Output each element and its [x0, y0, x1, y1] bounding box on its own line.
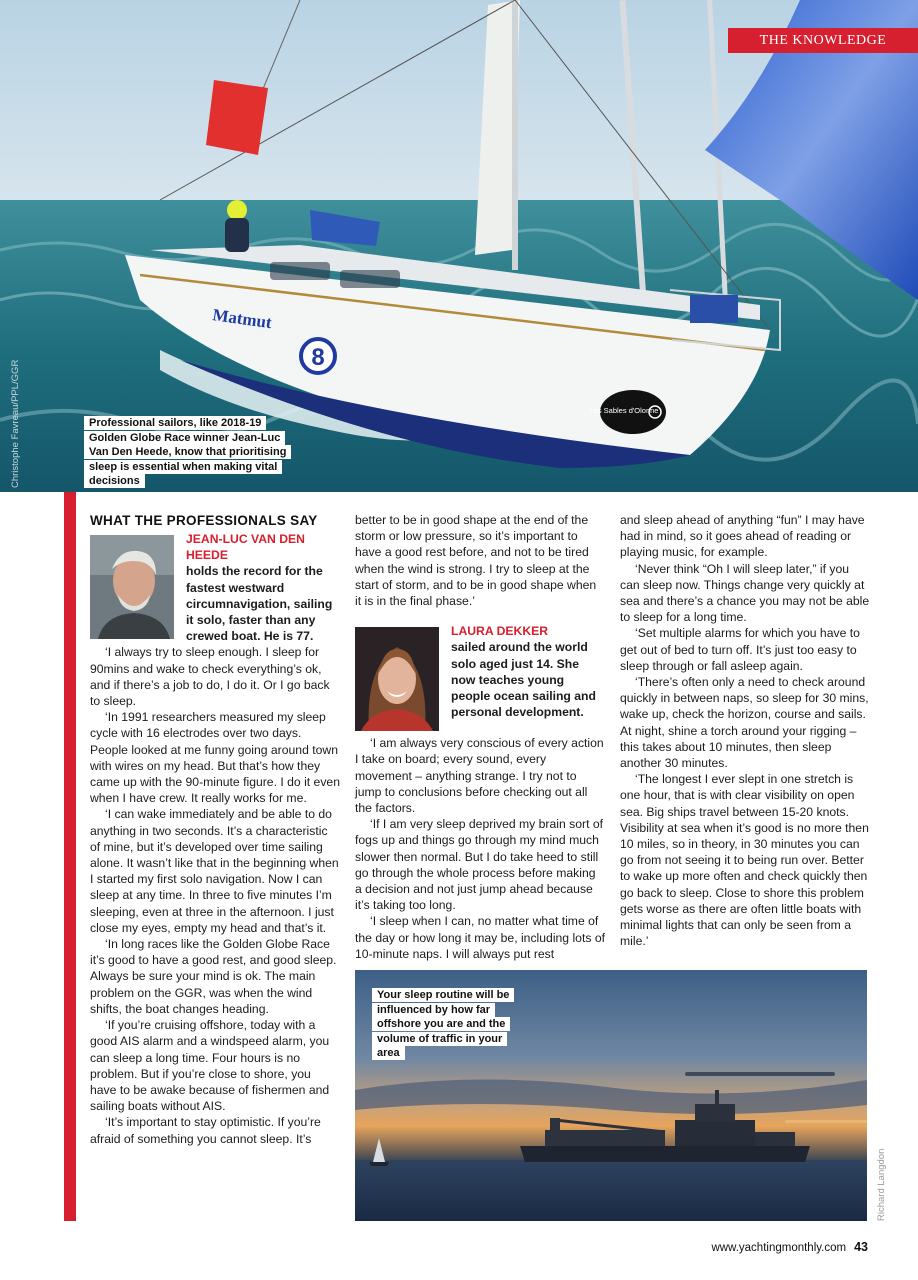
- paragraph: ‘I always try to sleep enough. I sleep for 90mins and wake to check everything’s ok, and if there’s a job to do, I do it. Or I go back to sleep.: [90, 645, 330, 709]
- article-column-3: [620, 512, 870, 949]
- portrait-photo-icon: [90, 535, 174, 639]
- profile-bio: sailed around the world solo aged just 14. She now teaches young people ocean sailing and personal development.: [451, 640, 596, 720]
- portrait-jean-luc: [90, 535, 174, 639]
- profile-jean-luc: [90, 531, 340, 644]
- photo2-caption: Your sleep routine will be influenced by how far offshore you are and the volume of traffic in your area: [372, 988, 532, 1061]
- hull-sponsor-text: Matmut: [211, 305, 273, 333]
- accent-bar: [64, 492, 76, 1221]
- paragraph: ‘I can wake immediately and be able to do anything in two seconds. It’s a characteristic of mine, but it’s developed over time sailing alone. It wasn’t like that in the beginning when I started my first solo navigation. Now I can sleep at any time. In three to five minutes I’m sleeping, even at three in the afternoon. I just close my eyes, empty my head and that’s it.: [90, 807, 339, 935]
- paragraph: ‘In long races like the Golden Globe Race it’s good to have a good rest, and good sleep. Always be sure your mind is ok. The main problem on the GGR, was when the wind shifts, the boat changes heading.: [90, 937, 337, 1016]
- paragraph: ‘The longest I ever slept in one stretch is one hour, that is with clear visibility on open sea. Big ships travel between 15-20 knots. Visibility at sea when it’s good is no more then 10 miles, so in theory, in 30 minutes you can go from not seeing it to being run over. Better to wake up more often and check quickly then go back to sleep. Close to shore this problem gets worse as there are often little boats with minimal lights that can only be seen from a mile.’: [620, 772, 869, 949]
- paragraph: ‘I sleep when I can, no matter what time of the day or how long it may be, including lots of 10-minute naps. I will always put rest: [355, 914, 605, 961]
- portrait-laura: [355, 627, 439, 731]
- profile-laura: [355, 623, 605, 735]
- section-tag: THE KNOWLEDGE: [728, 28, 918, 53]
- paragraph: ‘Never think “Oh I will sleep later,” if you can sleep now. Things change very quickly at sea and there’s a chance you may not be able to sleep for a long time.: [620, 561, 870, 625]
- photo2-credit: Richard Langdon: [876, 1148, 887, 1221]
- paragraph: and sleep ahead of anything “fun” I may have had in mind, so it goes ahead of reading or playing music, for example.: [620, 513, 865, 560]
- paragraph: ‘In 1991 researchers measured my sleep cycle with 16 electrodes over two days. People looked at me funny going around town with wires on my head. But that’s how they came up with the 90-minute figure. I do it even when I have crew. It really works for me.: [90, 710, 340, 806]
- paragraph: ‘If I am very sleep deprived my brain sort of fogs up and things go through my mind much slower then normal. But I do take heed to still go through the whole process before making a decision and not just jump ahead because it’s taking too long.: [355, 817, 604, 913]
- hero-caption: Professional sailors, like 2018-19 Golden Globe Race winner Jean-Luc Van Den Heede, know that prioritising sleep is essential when making vital decisions: [84, 416, 296, 489]
- footer-url[interactable]: www.yachtingmonthly.com: [711, 1242, 847, 1254]
- profile-name: JEAN-LUC VAN DEN HEEDE: [186, 532, 305, 563]
- page-footer: [711, 1240, 868, 1254]
- sail-number: 8: [311, 344, 325, 371]
- portrait-photo-icon: [355, 627, 439, 731]
- hero-photo: [0, 0, 918, 492]
- profile-bio: holds the record for the fastest westward circumnavigation, sailing it solo, faster than any crewed boat. He is 77.: [186, 564, 333, 644]
- paragraph: better to be in good shape at the end of the storm or low pressure, so it’s important to have a good rest before, and not to be tired when the wind is strong. I try to sleep at the start of storm, and to be in good shape when it is in the final phase.’: [355, 513, 597, 609]
- paragraph: ‘I am always very conscious of every action I take on board; every sound, every movement – anything strange. I try not to jump to conclusions before checking out all the factors.: [355, 736, 604, 816]
- sponsor-logo-text: Les Sables d'Olonne: [589, 406, 659, 415]
- paragraph: ‘If you’re cruising offshore, today with a good AIS alarm and a windspeed alarm, you can sleep a long time. Four hours is no problem. But if you’re close to shore, you have to be awake because of fishermen and sailing boats without AIS.: [90, 1018, 330, 1114]
- paragraph: ‘It’s important to stay optimistic. If you’re afraid of something you cannot sleep. It’s: [90, 1115, 321, 1146]
- section-heading: WHAT THE PROFESSIONALS SAY: [90, 513, 318, 528]
- profile-name: LAURA DEKKER: [451, 624, 549, 639]
- article-column-2: [355, 512, 605, 962]
- page-number: 43: [854, 1240, 868, 1254]
- hero-photo-credit: Christophe Favreau/PPL/GGR: [10, 359, 21, 488]
- paragraph: ‘Set multiple alarms for which you have to get out of bed to turn off. It’s just too easy to sleep through or fall asleep again.: [620, 626, 860, 673]
- paragraph: ‘There’s often only a need to check around quickly in between naps, so sleep for 30 mins, wake up, check the horizon, course and sails. At night, shine a torch around your rigging – this takes about 10 minutes, then sleep another 30 minutes.: [620, 675, 869, 771]
- article-column-1: [90, 512, 340, 1147]
